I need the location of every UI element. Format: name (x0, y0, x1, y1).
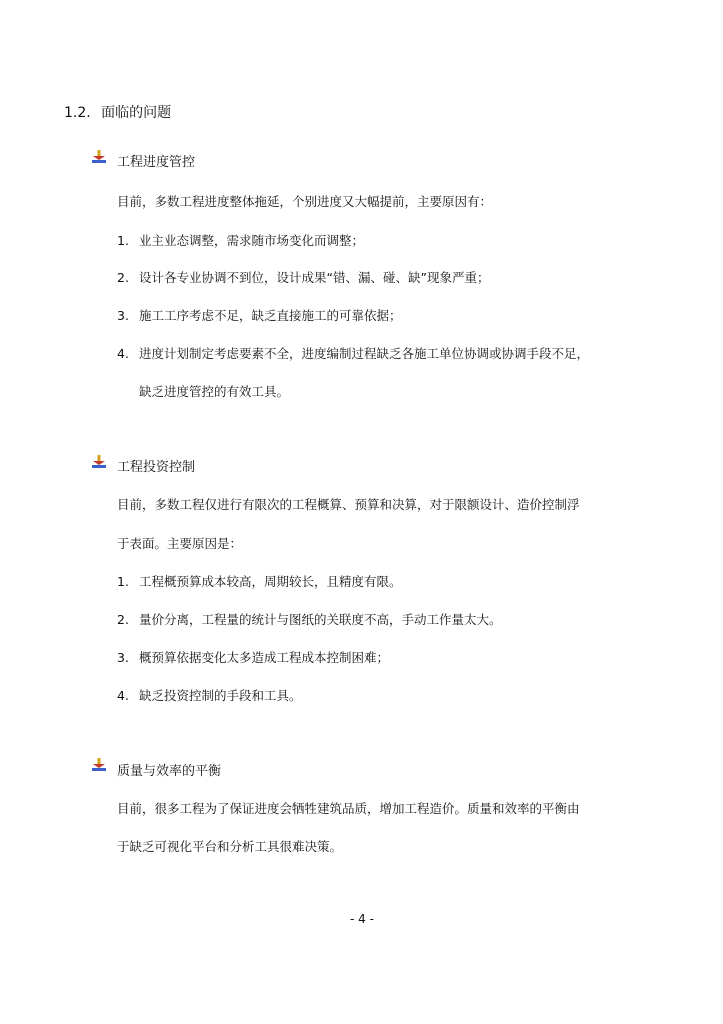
list-item: 4. 缺乏投资控制的手段和工具。 (117, 688, 302, 703)
paragraph-intro-continuation: 于缺乏可视化平台和分析工具很难决策。 (117, 839, 343, 854)
section-number: 1.2. (64, 105, 91, 121)
list-item: 3. 概预算依据变化太多造成工程成本控制困难； (117, 650, 390, 665)
section-title: 面临的问题 (101, 105, 172, 121)
paragraph-intro: 目前，多数工程进度整体拖延，个别进度又大幅提前，主要原因有： (117, 194, 493, 209)
list-item-continuation: 缺乏进度管控的有效工具。 (139, 384, 290, 399)
section-heading (64, 102, 171, 122)
subsection-heading-schedule: 工程进度管控 (117, 155, 196, 170)
list-item: 2. 量价分离，工程量的统计与图纸的关联度不高，手动工作量太大。 (117, 612, 502, 627)
paragraph-intro: 目前，很多工程为了保证进度会牺牲建筑品质，增加工程造价。质量和效率的平衡由 (117, 801, 580, 816)
paragraph-intro: 目前，多数工程仅进行有限次的工程概算、预算和决算，对于限额设计、造价控制浮 (117, 497, 580, 512)
list-item: 3. 施工工序考虑不足，缺乏直接施工的可靠依据； (117, 308, 402, 323)
subsection-heading-investment: 工程投资控制 (117, 460, 196, 475)
bullet-icon (92, 455, 106, 469)
list-item: 2. 设计各专业协调不到位，设计成果“错、漏、碰、缺”现象严重； (117, 270, 490, 285)
bullet-icon (92, 758, 106, 772)
page-number: - 4 - (350, 912, 374, 926)
paragraph-intro-continuation: 于表面。主要原因是： (117, 536, 243, 551)
list-item: 4. 进度计划制定考虑要素不全，进度编制过程缺乏各施工单位协调或协调手段不足， (117, 346, 590, 361)
list-item: 1. 业主业态调整，需求随市场变化而调整； (117, 233, 365, 248)
list-item: 1. 工程概预算成本较高，周期较长，且精度有限。 (117, 574, 402, 589)
bullet-icon (92, 150, 106, 164)
subsection-heading-quality: 质量与效率的平衡 (117, 764, 222, 779)
